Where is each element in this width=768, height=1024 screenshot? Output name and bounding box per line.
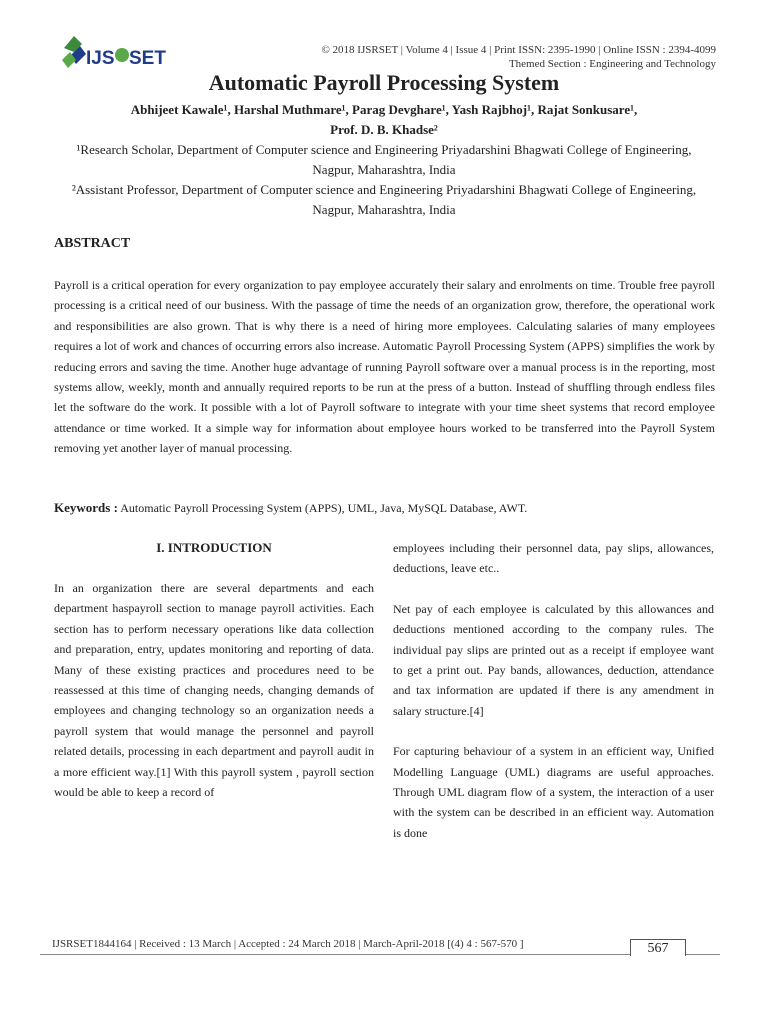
intro-paragraph-4: For capturing behaviour of a system in an efficient way, Unified Modelling Language (UML) diagrams are useful approaches. Through UML diagram flow of a system, the interaction of a user with the system can be described in an efficient way. Automation is done bbox=[393, 744, 714, 840]
authors-line2: Prof. D. B. Khadse² bbox=[330, 122, 438, 137]
section-heading-introduction: I. INTRODUCTION bbox=[156, 540, 272, 555]
header-issn-line: © 2018 IJSRSET | Volume 4 | Issue 4 | Print ISSN: 2395-1990 | Online ISSN : 2394-4099 bbox=[321, 44, 716, 56]
intro-paragraph-3: Net pay of each employee is calculated by this allowances and deductions mentioned according to the company rules. The individual pay slips are printed out as a receipt if employee want to get a print out. Pay bands, allowances, deduction, attendance and tax information are updated if there is any amendment in salary structure.[4] bbox=[393, 601, 714, 718]
footer-divider bbox=[40, 954, 720, 955]
journal-logo bbox=[60, 30, 170, 74]
svg-text:SET: SET bbox=[129, 48, 166, 69]
keywords-text: Automatic Payroll Processing System (APPS), UML, Java, MySQL Database, AWT. bbox=[117, 501, 528, 515]
keywords-label: Keywords : bbox=[54, 500, 118, 515]
intro-paragraph-2: employees including their personnel data, pay slips, allowances, deductions, leave etc.. bbox=[393, 541, 714, 576]
authors-line1: Abhijeet Kawale¹, Harshal Muthmare¹, Parag Devghare¹, Yash Rajbhoj¹, Rajat Sonkusare¹, bbox=[130, 102, 638, 117]
author-list bbox=[70, 100, 698, 140]
affiliation-2: ²Assistant Professor, Department of Computer science and Engineering Priyadarshini Bhagwati College of Engineering, Nagpur, Maharashtra, India bbox=[71, 182, 697, 217]
footer-citation: IJSRSET1844164 | Received : 13 March | Accepted : 24 March 2018 | March-April-2018 [(4) 4 : 567-570 ] bbox=[52, 938, 524, 950]
paper-title: Automatic Payroll Processing System bbox=[208, 70, 560, 95]
svg-text:IJS: IJS bbox=[86, 48, 115, 69]
right-column bbox=[393, 538, 714, 863]
keywords bbox=[54, 498, 715, 518]
logo-leaf-icon bbox=[62, 36, 86, 68]
journal-header bbox=[321, 43, 716, 71]
intro-paragraph-1: In an organization there are several departments and each department haspayroll section to manage payroll activities. Each section has to perform necessary operations like data collection and preparation, entry, updates monitoring and reporting of data. Many of these existing practices and procedures need to be reassessed at this time of changing needs, changing demands of employees and changing technology so an organization needs a payroll system that would manage the personnel and payroll related details, processing in each department and payroll audit in a more efficient way.[1] With this payroll system , payroll section would be able to keep a record of bbox=[54, 581, 374, 800]
header-section-line: Themed Section : Engineering and Technology bbox=[508, 58, 716, 70]
affiliation-1: ¹Research Scholar, Department of Computer science and Engineering Priyadarshini Bhagwati College of Engineering, Nagpur, Maharashtra, India bbox=[76, 142, 692, 177]
left-column bbox=[54, 538, 374, 822]
abstract-body: Payroll is a critical operation for every organization to pay employee accurately their salary and enrolments on time. Trouble free payroll processing is a critical need of our business. With the passage of time the needs of an organization grow, therefore, the operational work and responsibilities are also grown. That is why there is a need of hiring more employees. Calculating salaries of many employees requires a lot of work and chances of occurring errors also increase. Automatic Payroll Processing System (APPS) simplifies the work by reducing errors and saving the time. Another huge advantage of running Payroll software over a manual process is in the reporting, most systems allow, weekly, month and annually required reports to be run at the press of a button. Instead of shuffling through endless files let the software do the work. It possible with a lot of Payroll software to integrate with your time sheet systems that record employee attendance or time worked. It a simple way for information about employee hours worked to be transferred into the Payroll System removing yet another layer of manual processing. bbox=[54, 278, 715, 456]
page-number: 567 bbox=[630, 939, 686, 956]
abstract-heading: ABSTRACT bbox=[54, 236, 131, 251]
